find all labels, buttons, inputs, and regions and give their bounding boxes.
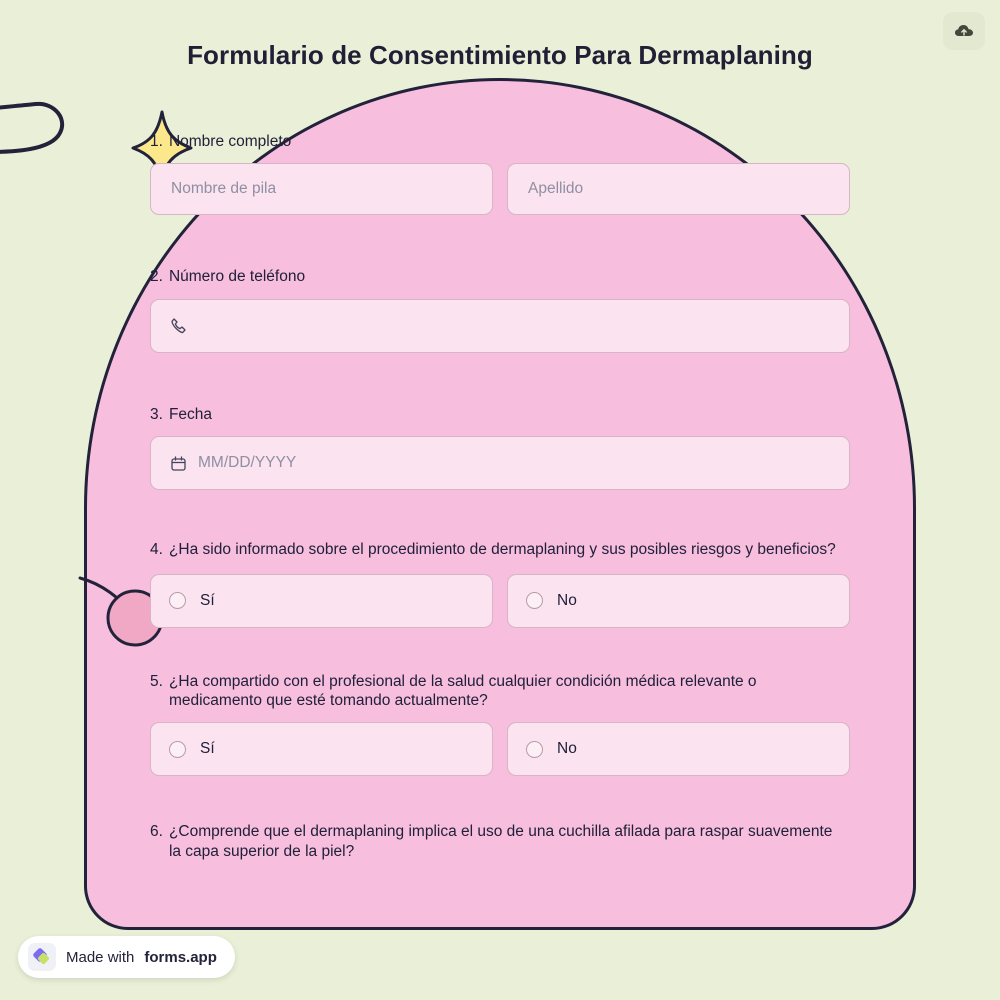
made-with-forms-app-badge[interactable]: [18, 936, 235, 978]
cloud-upload-button[interactable]: [943, 12, 985, 50]
date-placeholder: MM/DD/YYYY: [198, 454, 297, 472]
option-label: No: [557, 591, 577, 609]
field-label-text: ¿Ha sido informado sobre el procedimiento de dermaplaning y sus posibles riesgos y beneficios?: [168, 541, 836, 559]
field-options-row: [150, 722, 850, 776]
page-title: Formulario de Consentimiento Para Dermaplaning: [187, 40, 813, 70]
field-label-text: Fecha: [168, 405, 213, 423]
paperclip-doodle-icon: [0, 74, 76, 156]
cloud-upload-icon: [954, 23, 974, 39]
field-label: [150, 267, 850, 286]
field-numero-de-telefono: [150, 267, 850, 352]
field-label-text: ¿Comprende que el dermaplaning implica el uso de una cuchilla afilada para raspar suavemente la capa superior de la piel?: [168, 823, 833, 860]
date-input[interactable]: [150, 436, 850, 490]
field-number: 3.: [150, 405, 163, 423]
field-number: 4.: [150, 541, 163, 559]
field-number: 1.: [150, 133, 163, 150]
option-label: Sí: [200, 591, 215, 609]
first-name-placeholder: Nombre de pila: [171, 180, 277, 198]
made-with-label: Made with: [66, 948, 135, 966]
field-fecha: [150, 405, 850, 490]
phone-input[interactable]: [150, 299, 850, 353]
radio-icon: [526, 741, 543, 758]
field-options-row: [150, 574, 850, 628]
field-label: [150, 405, 850, 424]
field-inputs-row: [150, 299, 850, 353]
field-label: [150, 132, 850, 151]
field-label: [150, 540, 850, 559]
field-inputs-row: [150, 163, 850, 215]
field-condicion-medica: [150, 672, 850, 777]
field-inputs-row: [150, 436, 850, 490]
phone-icon: [171, 318, 186, 334]
forms-app-logo-icon: [28, 943, 56, 971]
forms-app-brand-label: forms.app: [144, 948, 217, 966]
field-label: [150, 672, 850, 711]
option-label: Sí: [200, 740, 215, 758]
option-si[interactable]: [150, 722, 493, 776]
field-label-text: ¿Ha compartido con el profesional de la salud cualquier condición médica relevante o medicamento que esté tomando actualmente?: [168, 672, 757, 709]
first-name-input[interactable]: [150, 163, 493, 215]
form-fields: [150, 132, 850, 887]
field-number: 5.: [150, 672, 163, 690]
option-no[interactable]: [507, 574, 850, 628]
last-name-placeholder: Apellido: [528, 180, 584, 198]
field-number: 2.: [150, 268, 163, 286]
field-label-text: Número de teléfono: [168, 268, 306, 286]
radio-icon: [169, 592, 186, 609]
calendar-icon: [171, 456, 186, 471]
field-label-text: Nombre completo: [168, 133, 292, 150]
radio-icon: [526, 592, 543, 609]
field-informado-procedimiento: [150, 540, 850, 627]
option-no[interactable]: [507, 722, 850, 776]
option-si[interactable]: [150, 574, 493, 628]
last-name-input[interactable]: [507, 163, 850, 215]
field-comprende-cuchilla: [150, 822, 850, 861]
field-nombre-completo: [150, 132, 850, 215]
option-label: No: [557, 740, 577, 758]
field-number: 6.: [150, 823, 163, 841]
radio-icon: [169, 741, 186, 758]
field-label: [150, 822, 850, 861]
